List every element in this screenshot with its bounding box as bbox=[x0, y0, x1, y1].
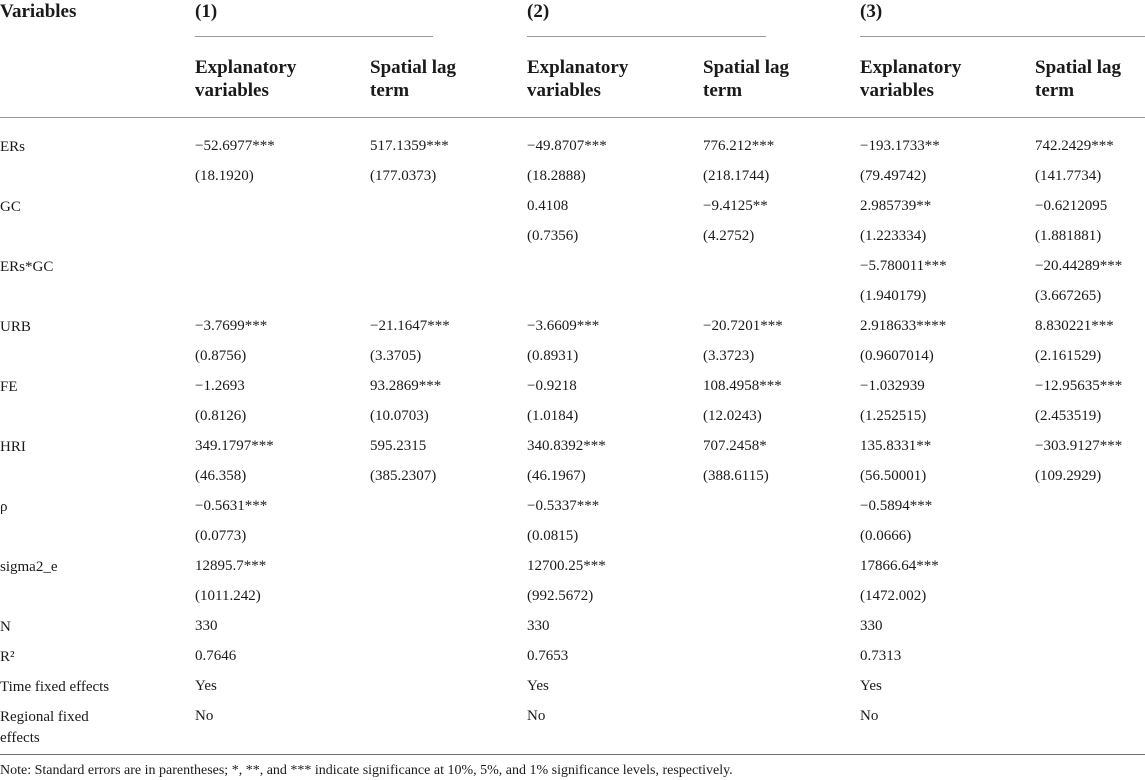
row-label-line: N bbox=[0, 619, 11, 635]
coefficient-cell: 776.212*** bbox=[703, 138, 775, 154]
coefficient-cell: 0.7313 bbox=[860, 648, 902, 664]
row-label-line: sigma2_e bbox=[0, 559, 58, 575]
row-label bbox=[0, 497, 8, 518]
coefficient-cell: 2.985739** bbox=[860, 198, 932, 214]
row-label bbox=[0, 647, 15, 668]
std-error-cell: (1.940179) bbox=[860, 288, 927, 304]
std-error-cell: (0.7356) bbox=[527, 228, 579, 244]
coefficient-cell: −0.5631*** bbox=[195, 498, 268, 514]
model-2-underline bbox=[527, 36, 766, 37]
row-label bbox=[0, 317, 31, 338]
table-note: Note: Standard errors are in parentheses; *, **, and *** indicate significance at 10%, 5%, and 1% significance levels, respectively. bbox=[0, 763, 733, 778]
row-label-line: HRI bbox=[0, 439, 26, 455]
coefficient-cell: 17866.64*** bbox=[860, 558, 939, 574]
spatial-line-2: term bbox=[703, 80, 743, 101]
row-label bbox=[0, 677, 109, 698]
coefficient-cell: −0.6212095 bbox=[1035, 198, 1108, 214]
coefficient-cell: −49.8707*** bbox=[527, 138, 607, 154]
coefficient-cell: 595.2315 bbox=[370, 438, 427, 454]
variables-header: Variables bbox=[0, 1, 77, 22]
coefficient-cell: −1.2693 bbox=[195, 378, 245, 394]
coefficient-cell: −193.1733** bbox=[860, 138, 940, 154]
row-label bbox=[0, 707, 89, 749]
row-label-line: FE bbox=[0, 379, 18, 395]
row-label-line: GC bbox=[0, 199, 21, 215]
spatial-line-1: Spatial lag bbox=[1035, 57, 1122, 78]
row-label bbox=[0, 437, 26, 458]
std-error-cell: (12.0243) bbox=[703, 408, 762, 424]
coefficient-cell: −12.95635*** bbox=[1035, 378, 1123, 394]
std-error-cell: (79.49742) bbox=[860, 168, 927, 184]
coefficient-cell: −20.7201*** bbox=[703, 318, 783, 334]
coefficient-cell: 707.2458* bbox=[703, 438, 767, 454]
coefficient-cell: Yes bbox=[860, 678, 882, 694]
coefficient-cell: 349.1797*** bbox=[195, 438, 274, 454]
std-error-cell: (0.0666) bbox=[860, 528, 912, 544]
coefficient-cell: No bbox=[195, 708, 214, 724]
row-label-line: R² bbox=[0, 649, 15, 665]
model-2-explanatory-header bbox=[527, 56, 628, 102]
coefficient-cell: 330 bbox=[860, 618, 883, 634]
coefficient-cell: −52.6977*** bbox=[195, 138, 275, 154]
coefficient-cell: −0.5894*** bbox=[860, 498, 933, 514]
std-error-cell: (0.8756) bbox=[195, 348, 247, 364]
coefficient-cell: −20.44289*** bbox=[1035, 258, 1123, 274]
std-error-cell: (218.1744) bbox=[703, 168, 770, 184]
row-label-line: ρ bbox=[0, 499, 8, 515]
std-error-cell: (385.2307) bbox=[370, 468, 437, 484]
spatial-line-1: Spatial lag bbox=[370, 57, 457, 78]
coefficient-cell: 0.7653 bbox=[527, 648, 569, 664]
coefficient-cell: −21.1647*** bbox=[370, 318, 450, 334]
std-error-cell: (109.2929) bbox=[1035, 468, 1102, 484]
model-3-explanatory-header bbox=[860, 56, 961, 102]
explanatory-line-2: variables bbox=[860, 80, 934, 101]
std-error-cell: (1011.242) bbox=[195, 588, 261, 604]
row-label-line: ERs bbox=[0, 139, 26, 155]
row-label-line: Regional fixed bbox=[0, 709, 89, 725]
coefficient-cell: 340.8392*** bbox=[527, 438, 606, 454]
std-error-cell: (3.3723) bbox=[703, 348, 755, 364]
std-error-cell: (56.50001) bbox=[860, 468, 927, 484]
std-error-cell: (10.0703) bbox=[370, 408, 429, 424]
std-error-cell: (388.6115) bbox=[703, 468, 769, 484]
header-bottom-rule bbox=[0, 117, 1145, 118]
coefficient-cell: Yes bbox=[527, 678, 549, 694]
coefficient-cell: No bbox=[527, 708, 546, 724]
std-error-cell: (4.2752) bbox=[703, 228, 755, 244]
row-label bbox=[0, 617, 11, 638]
explanatory-line-1: Explanatory bbox=[527, 57, 629, 78]
coefficient-cell: −5.780011*** bbox=[860, 258, 947, 274]
std-error-cell: (46.358) bbox=[195, 468, 247, 484]
row-label bbox=[0, 557, 58, 578]
coefficient-cell: −3.7699*** bbox=[195, 318, 268, 334]
std-error-cell: (2.161529) bbox=[1035, 348, 1102, 364]
coefficient-cell: 8.830221*** bbox=[1035, 318, 1114, 334]
explanatory-line-1: Explanatory bbox=[195, 57, 297, 78]
std-error-cell: (3.667265) bbox=[1035, 288, 1102, 304]
std-error-cell: (1.223334) bbox=[860, 228, 927, 244]
coefficient-cell: −303.9127*** bbox=[1035, 438, 1123, 454]
coefficient-cell: 93.2869*** bbox=[370, 378, 442, 394]
row-label bbox=[0, 377, 18, 398]
coefficient-cell: No bbox=[860, 708, 879, 724]
std-error-cell: (46.1967) bbox=[527, 468, 586, 484]
coefficient-cell: 108.4958*** bbox=[703, 378, 782, 394]
table-bottom-rule bbox=[0, 754, 1145, 755]
model-2-spatial-header bbox=[703, 56, 789, 102]
model-3-underline bbox=[860, 36, 1145, 37]
std-error-cell: (2.453519) bbox=[1035, 408, 1102, 424]
row-label-line: Time fixed effects bbox=[0, 679, 110, 695]
explanatory-line-2: variables bbox=[527, 80, 601, 101]
std-error-cell: (1472.002) bbox=[860, 588, 927, 604]
std-error-cell: (18.2888) bbox=[527, 168, 586, 184]
coefficient-cell: 12895.7*** bbox=[195, 558, 267, 574]
model-1-spatial-header bbox=[370, 56, 456, 102]
coefficient-cell: Yes bbox=[195, 678, 217, 694]
coefficient-cell: 330 bbox=[195, 618, 218, 634]
std-error-cell: (0.0773) bbox=[195, 528, 247, 544]
coefficient-cell: −0.5337*** bbox=[527, 498, 600, 514]
coefficient-cell: 135.8331** bbox=[860, 438, 932, 454]
std-error-cell: (0.8931) bbox=[527, 348, 579, 364]
explanatory-line-1: Explanatory bbox=[860, 57, 962, 78]
row-label-line: effects bbox=[0, 730, 40, 746]
row-label bbox=[0, 257, 53, 278]
coefficient-cell: −1.032939 bbox=[860, 378, 925, 394]
row-label bbox=[0, 137, 25, 158]
model-2-header: (2) bbox=[527, 1, 550, 22]
coefficient-cell: 12700.25*** bbox=[527, 558, 606, 574]
std-error-cell: (992.5672) bbox=[527, 588, 594, 604]
coefficient-cell: 517.1359*** bbox=[370, 138, 449, 154]
std-error-cell: (141.7734) bbox=[1035, 168, 1102, 184]
std-error-cell: (1.252515) bbox=[860, 408, 927, 424]
coefficient-cell: 2.918633**** bbox=[860, 318, 947, 334]
model-3-header: (3) bbox=[860, 1, 883, 22]
coefficient-cell: 0.4108 bbox=[527, 198, 569, 214]
std-error-cell: (3.3705) bbox=[370, 348, 422, 364]
spatial-line-2: term bbox=[1035, 80, 1075, 101]
std-error-cell: (0.0815) bbox=[527, 528, 579, 544]
std-error-cell: (1.881881) bbox=[1035, 228, 1102, 244]
model-1-underline bbox=[195, 36, 433, 37]
coefficient-cell: 742.2429*** bbox=[1035, 138, 1114, 154]
row-label-line: ERs*GC bbox=[0, 259, 54, 275]
coefficient-cell: −9.4125** bbox=[703, 198, 768, 214]
model-3-spatial-header bbox=[1035, 56, 1121, 102]
row-label-line: URB bbox=[0, 319, 31, 335]
coefficient-cell: −3.6609*** bbox=[527, 318, 600, 334]
spatial-line-1: Spatial lag bbox=[703, 57, 790, 78]
std-error-cell: (1.0184) bbox=[527, 408, 579, 424]
coefficient-cell: 0.7646 bbox=[195, 648, 237, 664]
std-error-cell: (0.9607014) bbox=[860, 348, 934, 364]
std-error-cell: (18.1920) bbox=[195, 168, 254, 184]
model-1-header: (1) bbox=[195, 1, 218, 22]
spatial-line-2: term bbox=[370, 80, 410, 101]
std-error-cell: (177.0373) bbox=[370, 168, 437, 184]
coefficient-cell: 330 bbox=[527, 618, 550, 634]
explanatory-line-2: variables bbox=[195, 80, 269, 101]
row-label bbox=[0, 197, 21, 218]
coefficient-cell: −0.9218 bbox=[527, 378, 577, 394]
model-1-explanatory-header bbox=[195, 56, 296, 102]
std-error-cell: (0.8126) bbox=[195, 408, 247, 424]
